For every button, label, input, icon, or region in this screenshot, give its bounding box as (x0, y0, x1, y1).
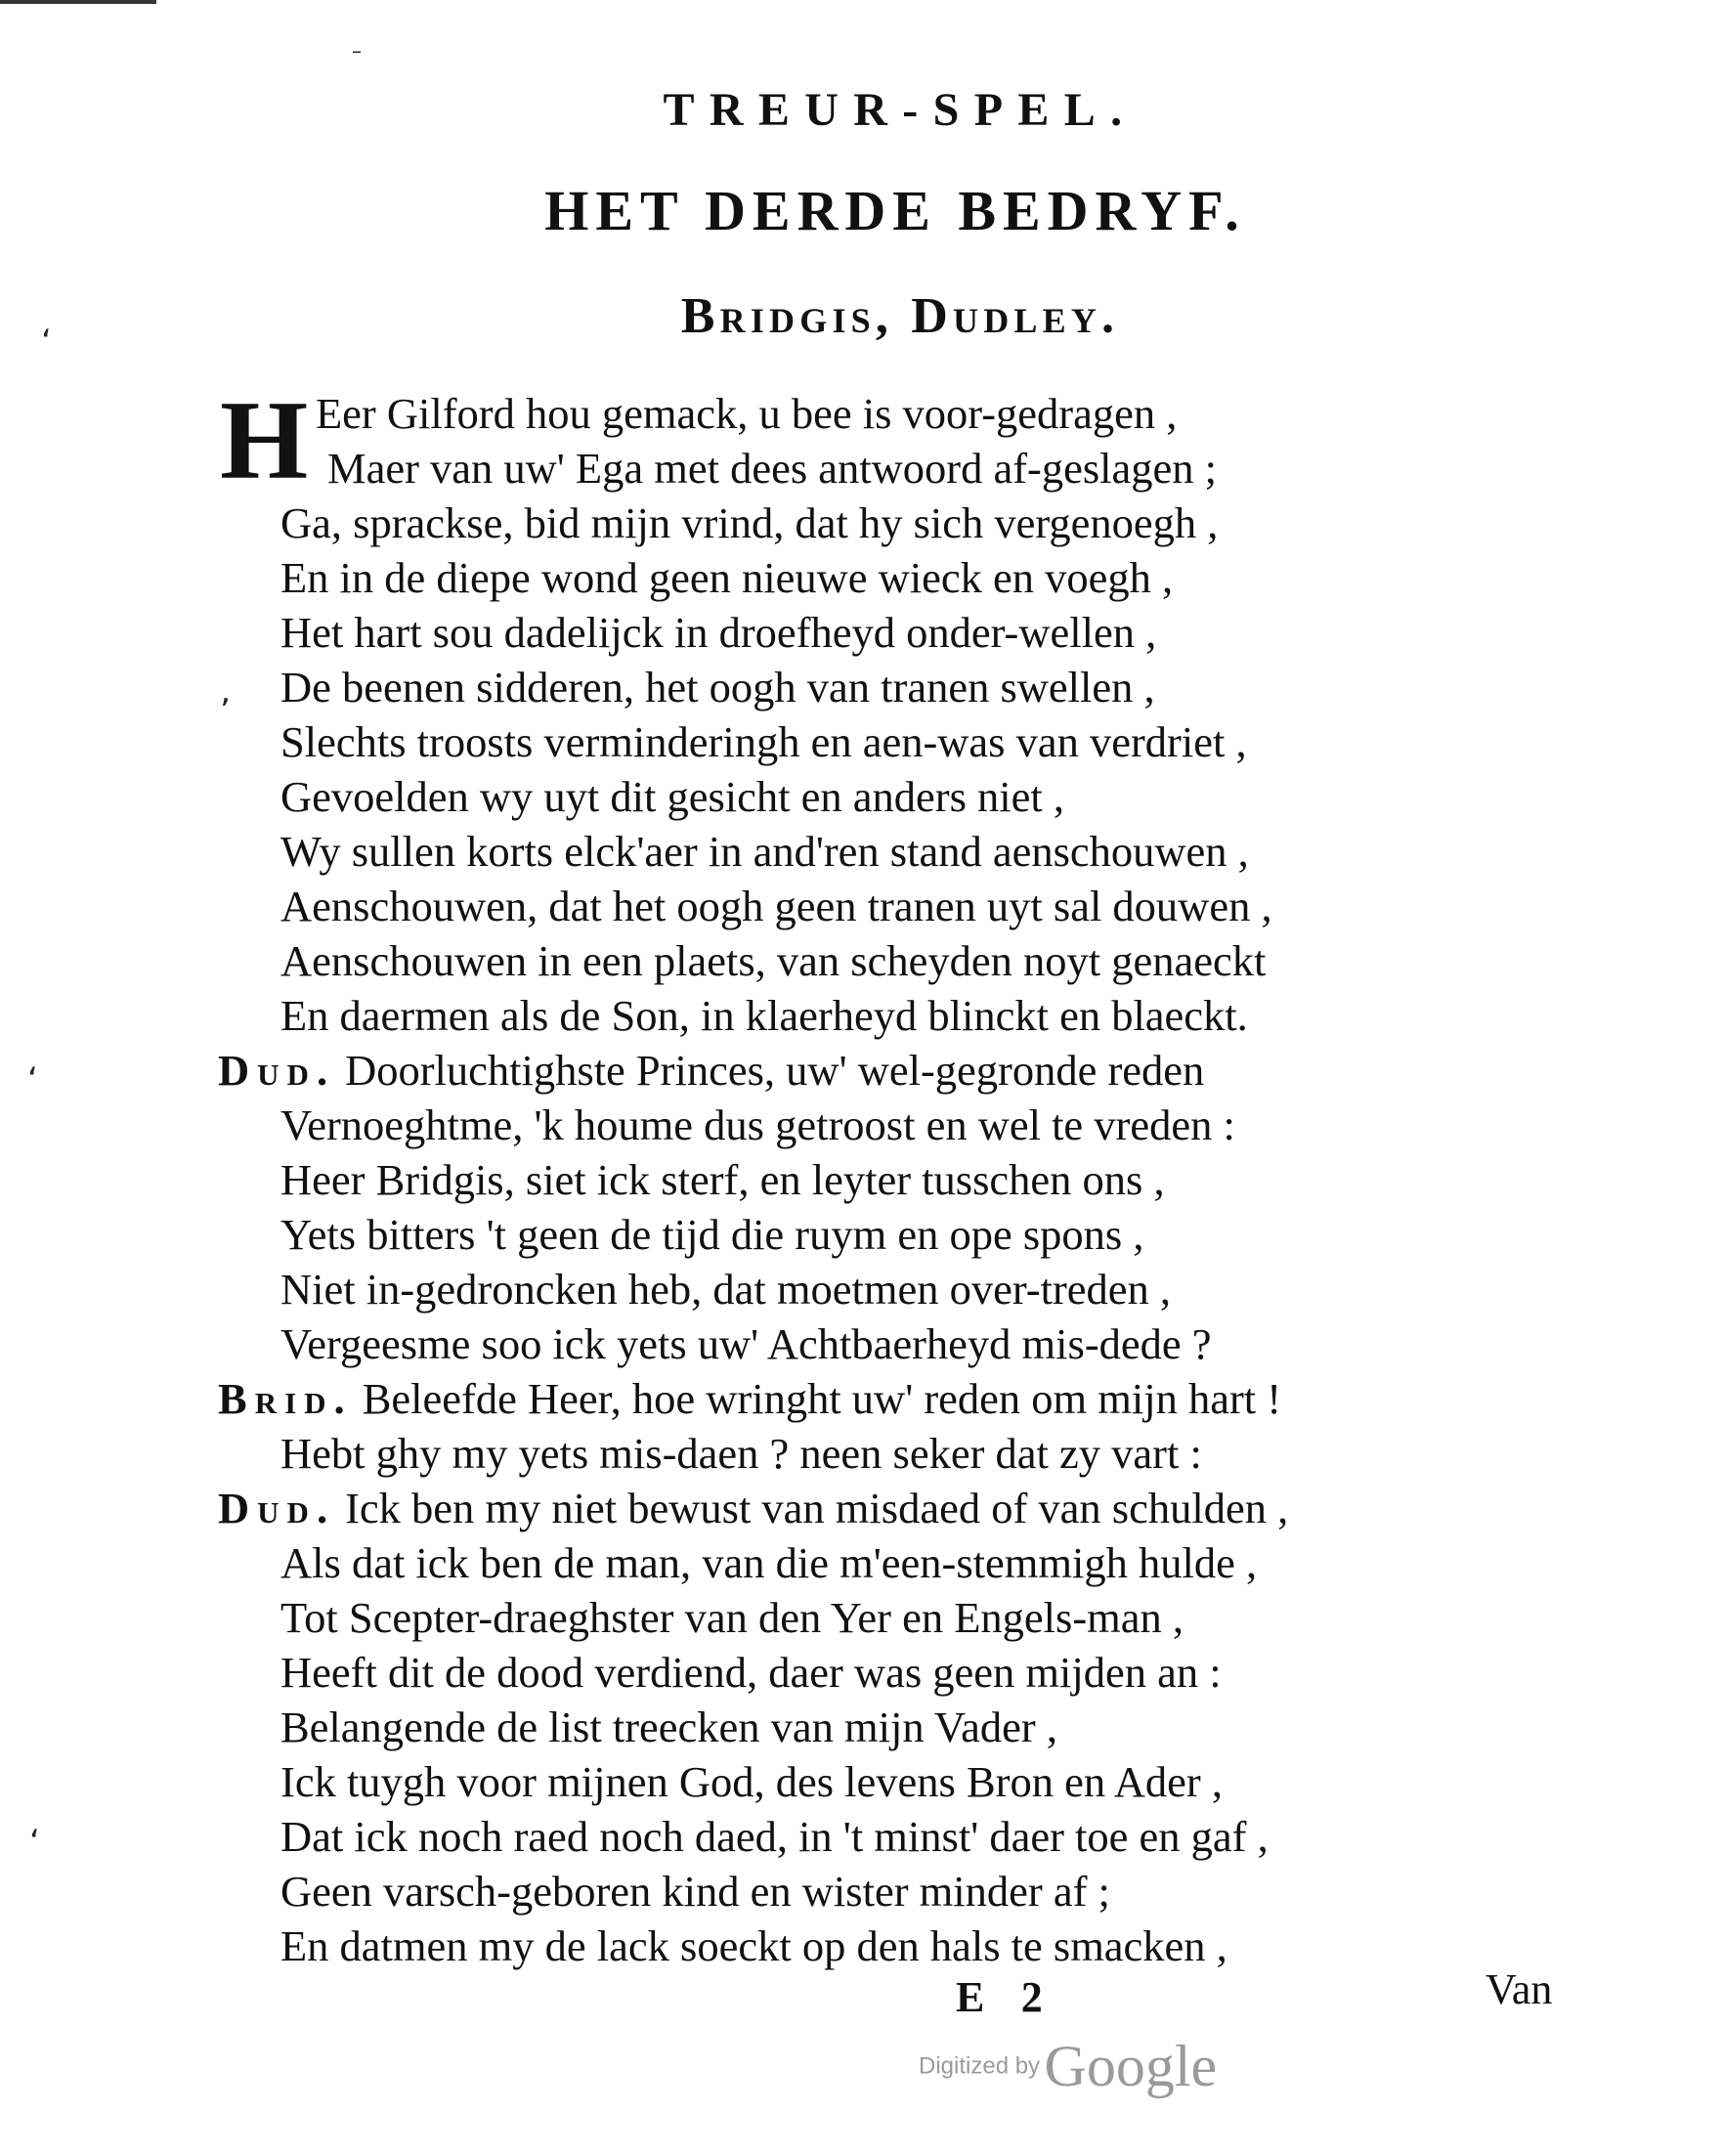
running-title: TREUR-SPEL. (663, 84, 1138, 136)
verse-line (220, 1645, 1608, 1700)
verse-line (220, 1700, 1608, 1754)
line-text: Niet in-gedroncken heb, dat moetmen over-treden , (280, 1265, 1172, 1314)
verse-line (220, 1754, 1608, 1809)
watermark-prefix: Digitized by (919, 2052, 1041, 2080)
verse-line (220, 714, 1608, 769)
line-text: Als dat ick ben de man, van die m'een-stemmigh hulde , (280, 1538, 1258, 1587)
line-text: Aenschouwen in een plaets, van scheyden noyt genaeckt (280, 936, 1267, 985)
act-title: HET DERDE BEDRYF. (544, 179, 1246, 242)
line-text: En in de diepe wond geen nieuwe wieck en voegh , (280, 553, 1174, 602)
scene-speakers: Bridgis, Dudley. (680, 288, 1120, 344)
line-text: Tot Scepter-draeghster van den Yer en Engels-man , (280, 1593, 1184, 1642)
verse-line (220, 1864, 1608, 1919)
verse-line (220, 1919, 1608, 1973)
margin-tick-icon: ‘ (29, 1823, 40, 1862)
line-text: Yets bitters 't geen de tijd die ruym en ope spons , (280, 1210, 1144, 1259)
signature-mark: E 2 (956, 1973, 1055, 2021)
catchword: Van (1485, 1965, 1553, 2013)
line-text: Ick tuygh voor mijnen God, des levens Bron en Ader , (280, 1757, 1223, 1806)
margin-tick-icon: ‘ (27, 1060, 38, 1100)
speaker-label: Dud. (218, 1484, 336, 1532)
verse-block (218, 378, 1608, 1973)
verse-line (220, 1590, 1608, 1645)
speaker-label: Dud. (218, 1046, 336, 1095)
line-text: Vernoeghtme, 'k houme dus getroost en wel te vreden : (280, 1100, 1235, 1149)
verse-line (220, 550, 1608, 605)
line-text: Slechts troosts verminderingh en aen-was van verdriet , (280, 717, 1247, 766)
speaker-label: Brid. (218, 1374, 353, 1423)
verse-line (220, 441, 1608, 496)
verse-line (220, 1152, 1608, 1207)
line-text: Dat ick noch raed noch daed, in 't minst' daer toe en gaf , (280, 1812, 1269, 1861)
line-text: Heeft dit de dood verdiend, daer was geen mijden an : (280, 1648, 1222, 1697)
drop-cap: H (220, 378, 309, 503)
verse-line (220, 769, 1608, 824)
verse-line (220, 1207, 1608, 1262)
line-text: En daermen als de Son, in klaerheyd blinckt en blaeckt. (280, 991, 1248, 1040)
verse-line (220, 933, 1608, 988)
verse-line (220, 824, 1608, 879)
verse-line (220, 660, 1608, 714)
verse-line (220, 1426, 1608, 1481)
speech-line (218, 1371, 1606, 1426)
line-text: Belangende de list treecken van mijn Vader , (280, 1703, 1057, 1751)
watermark-brand: Google (1044, 2034, 1218, 2098)
top-edge-rule (0, 0, 156, 4)
line-text: De beenen sidderen, het oogh van tranen swellen , (280, 663, 1155, 711)
line-text: Geen varsch-geboren kind en wister minder af ; (280, 1867, 1110, 1916)
line-text: Eer Gilford hou gemack, u bee is voor-gedragen , (316, 389, 1178, 438)
verse-line (220, 496, 1608, 550)
line-text: Wy sullen korts elck'aer in and'ren stand aenschouwen , (280, 827, 1249, 876)
line-text: Doorluchtighste Princes, uw' wel-gegronde reden (345, 1046, 1205, 1095)
line-text: Het hart sou dadelijck in droefheyd onder-wellen , (280, 608, 1157, 657)
line-text: Gevoelden wy uyt dit gesicht en anders niet , (280, 772, 1065, 821)
margin-tick-icon: ’ (220, 692, 231, 731)
margin-dash-icon: – (352, 39, 362, 63)
line-text: Heer Bridgis, siet ick sterf, en leyter tusschen ons , (280, 1155, 1165, 1204)
line-text: Ick ben my niet bewust van misdaed of van schulden , (345, 1484, 1289, 1532)
digitization-watermark (919, 2033, 1217, 2100)
line-text: Beleefde Heer, hoe wringht uw' reden om mijn hart ! (362, 1374, 1282, 1423)
verse-line (220, 386, 1608, 441)
margin-tick-icon: ‘ (41, 323, 52, 362)
verse-line (220, 1316, 1608, 1371)
line-text: Hebt ghy my yets mis-daen ? neen seker dat zy vart : (280, 1429, 1202, 1478)
verse-line (220, 1262, 1608, 1316)
verse-line (220, 605, 1608, 660)
verse-line (220, 1098, 1608, 1152)
verse-line (220, 988, 1608, 1043)
speech-line (218, 1043, 1606, 1098)
line-text: Ga, sprackse, bid mijn vrind, dat hy sich vergenoegh , (280, 498, 1219, 547)
verse-line (220, 1535, 1608, 1590)
line-text: Vergeesme soo ick yets uw' Achtbaerheyd mis-dede ? (280, 1319, 1212, 1368)
speech-line (218, 1481, 1606, 1535)
line-text: En datmen my de lack soeckt op den hals te smacken , (280, 1921, 1227, 1970)
verse-line (220, 1809, 1608, 1864)
line-text: Maer van uw' Ega met dees antwoord af-geslagen ; (327, 444, 1218, 493)
verse-line (220, 879, 1608, 933)
line-text: Aenschouwen, dat het oogh geen tranen uyt sal douwen , (280, 882, 1272, 930)
